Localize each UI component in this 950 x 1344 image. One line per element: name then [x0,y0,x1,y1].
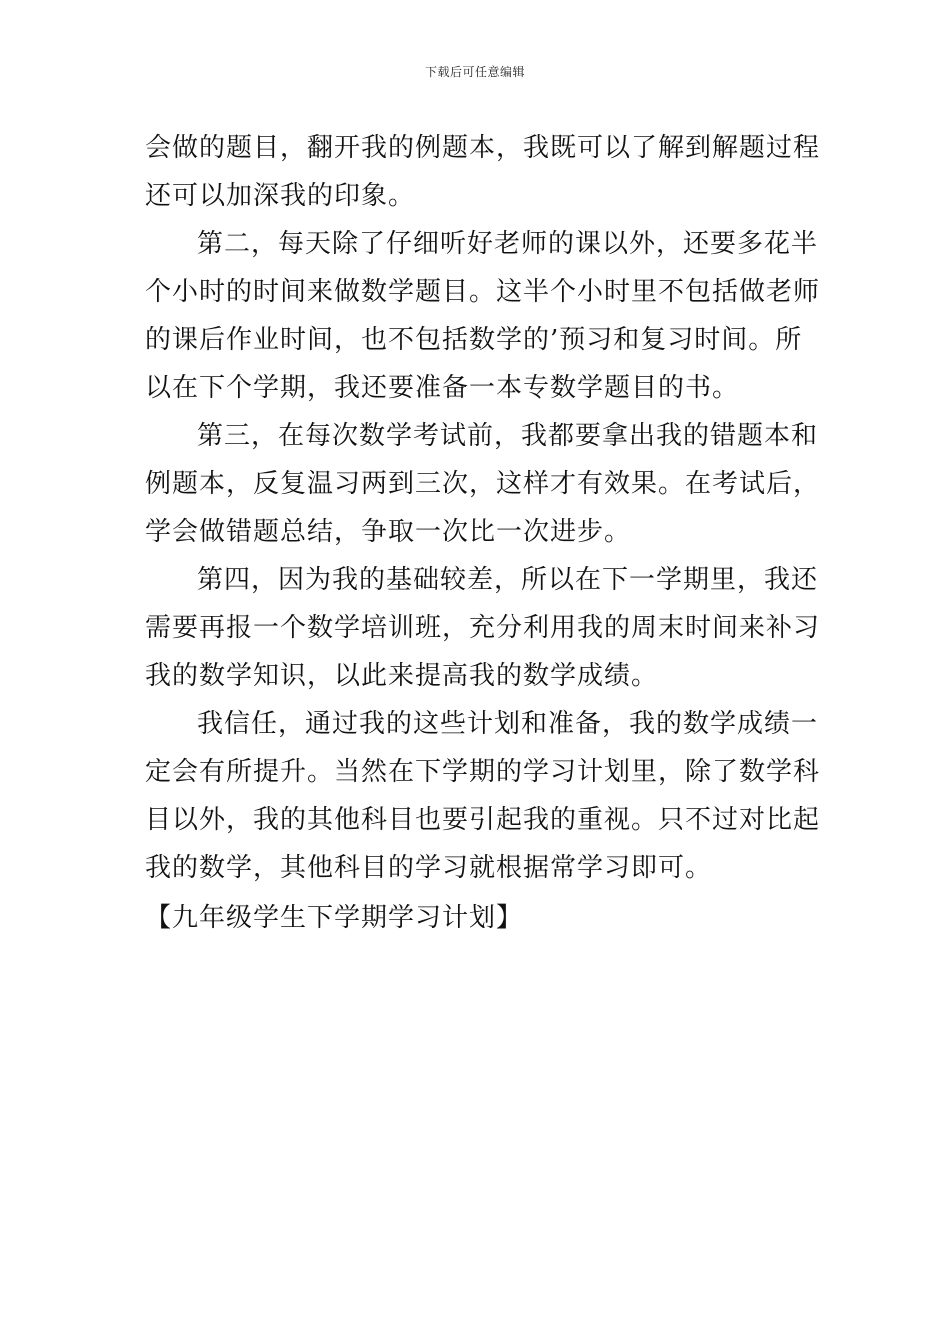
text-line-9: 学会做错题总结，争取一次比一次进步。 [145,517,632,547]
text-line-1: 会做的题目，翻开我的例题本，我既可以了解到解题过程 [145,133,821,163]
text-line-13: 我信任，通过我的这些计划和准备，我的数学成绩一 [197,709,819,739]
text-line-12: 我的数学知识，以此来提高我的数学成绩。 [145,661,659,691]
text-line-3: 第二，每天除了仔细听好老师的课以外，还要多花半 [197,229,819,259]
page-header: 下载后可任意编辑 [424,65,525,79]
text-line-16: 我的数学，其他科目的学习就根据常学习即可。 [145,853,713,883]
text-line-7: 第三，在每次数学考试前，我都要拿出我的错题本和 [197,421,819,451]
text-line-11: 需要再报一个数学培训班，充分利用我的周末时间来补习 [145,613,821,643]
text-line-2: 还可以加深我的印象。 [145,181,416,211]
text-line-10: 第四，因为我的基础较差，所以在下一学期里，我还 [197,565,819,595]
text-line-14: 定会有所提升。当然在下学期的学习计划里，除了数学科 [145,757,821,787]
text-line-8: 例题本，反复温习两到三次，这样才有效果。在考试后， [145,469,821,499]
text-line-15: 目以外，我的其他科目也要引起我的重视。只不过对比起 [145,805,821,835]
body-text [145,124,821,942]
text-line-5: 的课后作业时间，也不包括数学的’预习和复习时间。所 [145,325,803,355]
text-line-4: 个小时的时间来做数学题目。这半个小时里不包括做老师 [145,277,821,307]
text-line-6: 以在下个学期，我还要准备一本专数学题目的书。 [145,373,740,403]
section-title: 【九年级学生下学期学习计划】 [145,903,524,933]
